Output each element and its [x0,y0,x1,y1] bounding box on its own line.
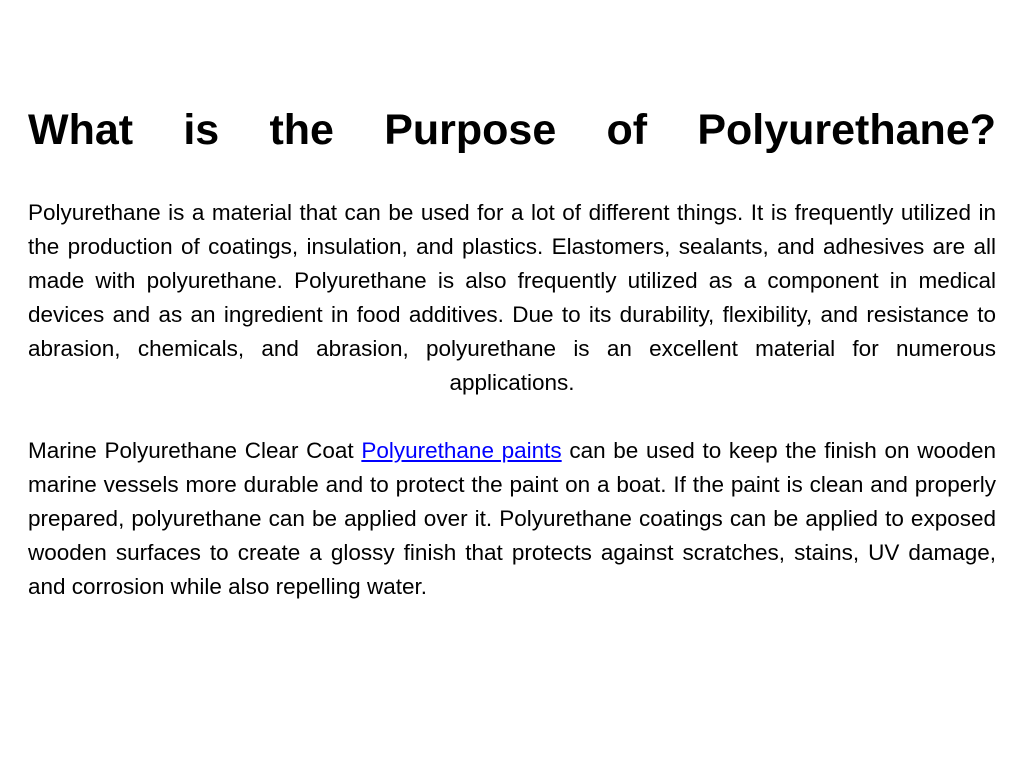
paragraph-marine-coat [28,434,996,604]
paragraph-spacer [28,400,996,434]
slide [28,0,996,768]
polyurethane-paints-link[interactable]: Polyurethane paints [361,438,562,463]
slide-title: What is the Purpose of Polyurethane? [28,106,996,154]
paragraph-marine-coat-intro: Marine Polyurethane Clear Coat [28,438,362,463]
slide-body [28,196,996,604]
paragraph-purpose: Polyurethane is a material that can be used for a lot of different things. It is frequently utilized in the production of coatings, insulation, and plastics. Elastomers, sealants, and adhesives are all made with polyurethane. Polyurethane is also frequently utilized as a component in medical devices and as an ingredient in food additives. Due to its durability, flexibility, and resistance to abrasion, chemicals, and abrasion, polyurethane is an excellent material for numerous applications. [28,200,996,395]
paragraph-marine-coat-rest: can be used to keep the finish on wooden marine vessels more durable and to protect the paint on a boat. If the paint is clean and properly prepared, polyurethane can be applied over it. Polyurethane coatings can be applied to exposed wooden surfaces to create a glossy finish that protects against scratches, stains, UV damage, and corrosion while also repelling water. [28,438,997,599]
